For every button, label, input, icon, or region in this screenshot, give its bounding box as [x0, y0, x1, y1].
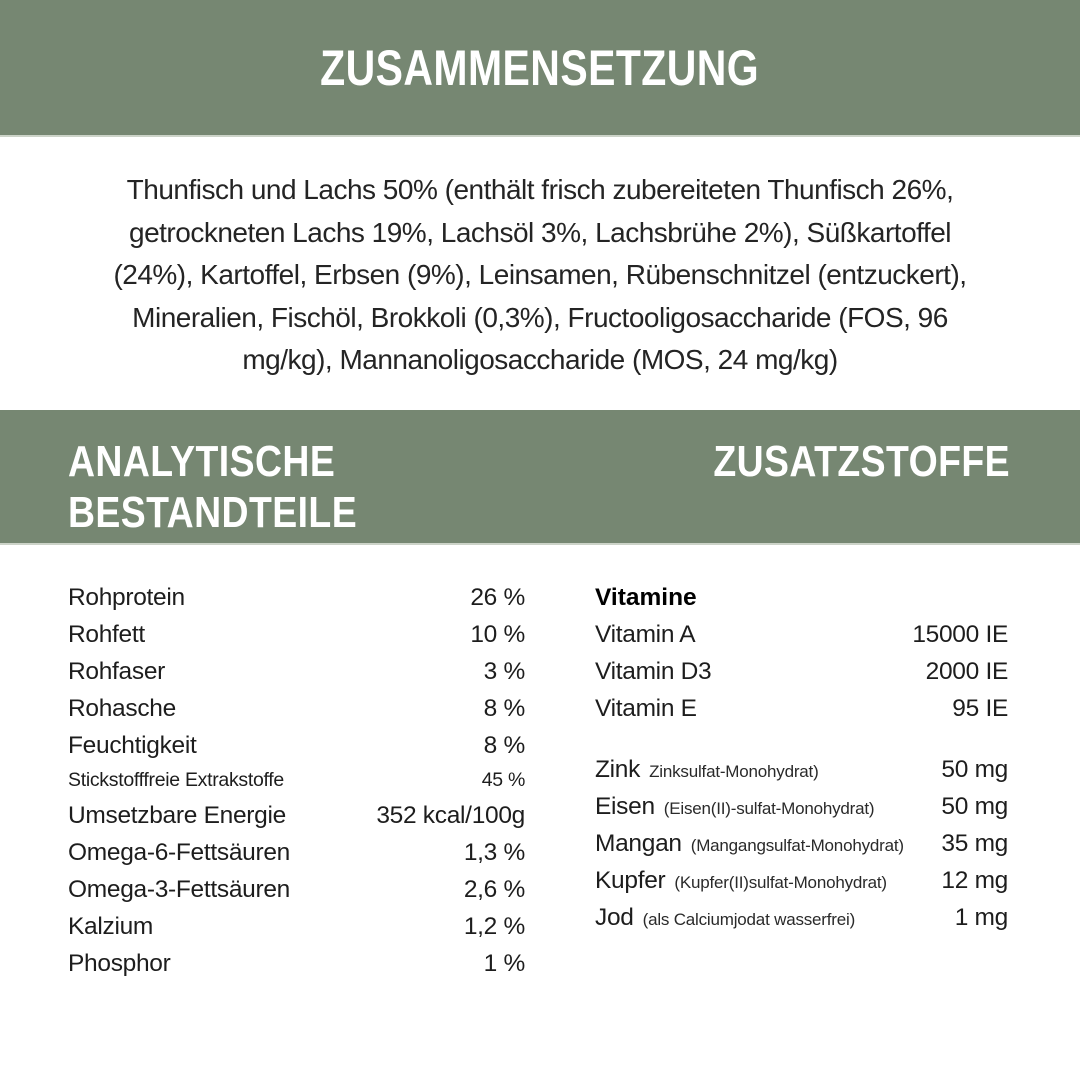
- mineral-name: Eisen: [595, 793, 655, 820]
- table-row: [68, 871, 525, 908]
- row-label: Umsetzbare Energie: [68, 802, 286, 829]
- composition-line: getrockneten Lachs 19%, Lachsöl 3%, Lachsbrühe 2%), Süßkartoffel: [129, 216, 951, 248]
- row-value: 8 %: [483, 695, 525, 722]
- row-label: [595, 862, 887, 901]
- mineral-name: Zink: [595, 756, 641, 783]
- row-label: Rohfaser: [68, 658, 166, 685]
- mineral-detail: Zinksulfat-Monohydrat): [649, 762, 819, 781]
- composition-line: Thunfisch und Lachs 50% (enthält frisch zubereiteten Thunfisch 26%,: [126, 174, 954, 205]
- table-row: [595, 653, 1008, 690]
- row-label: Vitamin D3: [595, 658, 712, 685]
- minerals-group: [595, 751, 1008, 936]
- vitamins-group-header: Vitamine: [595, 584, 697, 611]
- tables-area: [0, 545, 1080, 982]
- mineral-name: Mangan: [595, 830, 682, 857]
- row-value: 50 mg: [941, 756, 1008, 783]
- mineral-name: Jod: [595, 904, 634, 931]
- table-row: [595, 690, 1008, 727]
- section-headers-bar: [0, 410, 1080, 545]
- table-row: [595, 899, 1008, 936]
- table-row: [68, 727, 525, 764]
- table-row: [595, 862, 1008, 899]
- row-value: 1,2 %: [463, 913, 525, 940]
- table-row: [595, 616, 1008, 653]
- row-label: Vitamin A: [595, 621, 696, 648]
- row-label: Phosphor: [68, 950, 171, 977]
- table-row: [68, 797, 525, 834]
- analytical-section-title-line1: ANALYTISCHE: [68, 437, 336, 486]
- row-value: 45 %: [481, 769, 525, 791]
- row-value: 10 %: [470, 621, 525, 648]
- row-label: Feuchtigkeit: [68, 732, 197, 759]
- table-row: [68, 579, 525, 616]
- page-title: ZUSAMMENSETZUNG: [320, 39, 760, 96]
- composition-line: mg/kg), Mannanoligosaccharide (MOS, 24 mg/kg): [242, 344, 838, 375]
- row-value: 1 mg: [954, 904, 1008, 931]
- analytical-table: [68, 579, 525, 982]
- row-value: 3 %: [483, 658, 525, 685]
- table-row: [68, 764, 525, 797]
- analytical-section-title-line2: BESTANDTEILE: [68, 488, 358, 537]
- row-label: [595, 825, 904, 864]
- mineral-detail: (Eisen(II)-sulfat-Monohydrat): [663, 799, 875, 818]
- table-row: [68, 616, 525, 653]
- row-value: 2000 IE: [925, 658, 1008, 685]
- composition-line: Mineralien, Fischöl, Brokkoli (0,3%), Fructooligosaccharide (FOS, 96: [132, 301, 948, 333]
- row-label: Vitamin E: [595, 695, 697, 722]
- mineral-detail: (als Calciumjodat wasserfrei): [642, 910, 856, 929]
- row-value: 35 mg: [941, 830, 1008, 857]
- row-label: Rohfett: [68, 621, 145, 648]
- table-row: [595, 788, 1008, 825]
- table-row: [68, 945, 525, 982]
- row-label: Omega-6-Fettsäuren: [68, 839, 291, 866]
- row-value: 8 %: [483, 732, 525, 759]
- table-row: [68, 908, 525, 945]
- mineral-detail: (Mangangsulfat-Monohydrat): [690, 836, 904, 855]
- row-value: 352 kcal/100g: [376, 802, 525, 829]
- additives-section-title: ZUSATZSTOFFE: [713, 437, 1010, 486]
- row-label: [595, 899, 855, 938]
- table-row: [595, 825, 1008, 862]
- row-value: 12 mg: [941, 867, 1008, 894]
- mineral-name: Kupfer: [595, 867, 666, 894]
- column-gap: [525, 579, 595, 982]
- composition-line: (24%), Kartoffel, Erbsen (9%), Leinsamen, Rübenschnitzel (entzuckert),: [113, 259, 967, 290]
- composition-header-bar: [0, 0, 1080, 137]
- row-value: 95 IE: [952, 695, 1008, 722]
- row-label: Rohasche: [68, 695, 176, 722]
- row-label: Omega-3-Fettsäuren: [68, 876, 291, 903]
- row-label: Kalzium: [68, 913, 154, 940]
- table-row: [68, 834, 525, 871]
- row-label: Stickstofffreie Extrakstoffe: [68, 769, 284, 791]
- analytical-section-title: [68, 436, 357, 538]
- row-value: 1 %: [483, 950, 525, 977]
- row-value: 2,6 %: [463, 876, 525, 903]
- table-row: [595, 751, 1008, 788]
- row-value: 1,3 %: [463, 839, 525, 866]
- mineral-detail: (Kupfer(II)sulfat-Monohydrat): [674, 873, 887, 892]
- row-value: 15000 IE: [912, 621, 1008, 648]
- row-value: 50 mg: [941, 793, 1008, 820]
- row-label: [595, 788, 874, 827]
- composition-paragraph: [0, 137, 1080, 410]
- row-label: [595, 751, 819, 790]
- row-label: Rohprotein: [68, 584, 185, 611]
- row-value: 26 %: [470, 584, 525, 611]
- additives-table: [595, 579, 1008, 982]
- table-row: [68, 653, 525, 690]
- table-row: [68, 690, 525, 727]
